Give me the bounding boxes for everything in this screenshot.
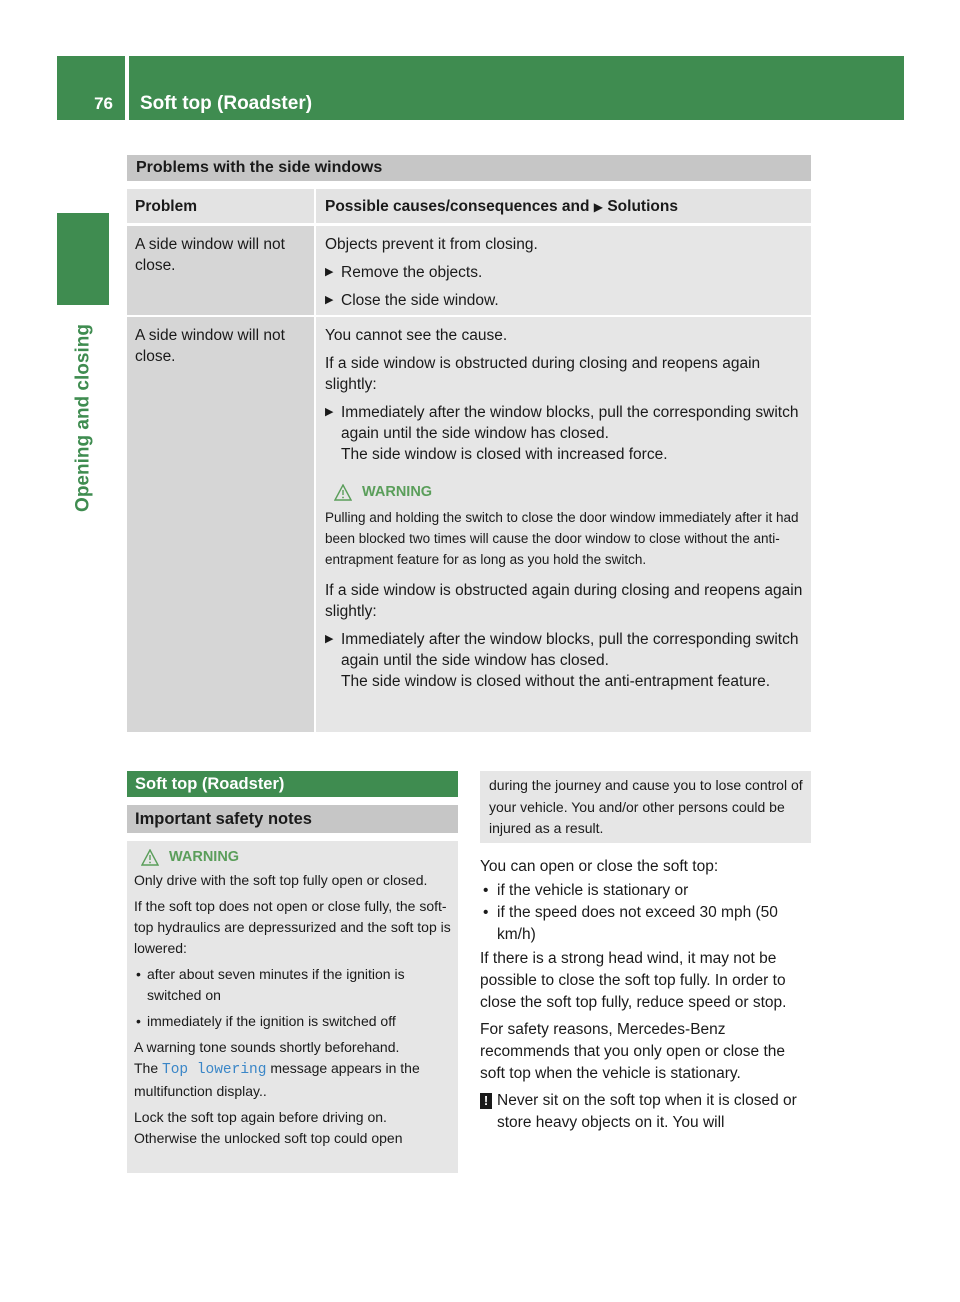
text-fragment: message appears in the multifunction display.. bbox=[134, 1060, 420, 1099]
problem-cell: A side window will not close. bbox=[127, 317, 314, 732]
list-item bbox=[134, 1011, 452, 1032]
body-paragraph: You can open or close the soft top: bbox=[480, 858, 719, 875]
column-header-text-solutions: Solutions bbox=[607, 198, 678, 215]
warning-text: Pulling and holding the switch to close the door window immediately after it had been blocked two times will cause the door window to close without the anti-entrapment feature for as long as you hold the switch. bbox=[325, 510, 799, 567]
table-row bbox=[127, 226, 811, 315]
warning-continuation-box bbox=[480, 771, 811, 843]
body-text-column bbox=[480, 856, 812, 1134]
table-row bbox=[127, 317, 811, 732]
list-item-text: if the speed does not exceed 30 mph (50 km/h) bbox=[497, 904, 778, 943]
list-item bbox=[134, 964, 452, 1006]
condition-text: If a side window is obstructed again during closing and reopens again slightly: bbox=[325, 582, 803, 620]
arrow-right-icon: ▶ bbox=[325, 266, 334, 278]
note-block bbox=[480, 1090, 812, 1134]
header-page-box bbox=[57, 56, 125, 120]
display-message: Top lowering bbox=[162, 1062, 267, 1078]
bullet-icon: • bbox=[136, 966, 141, 982]
warning-paragraph: Lock the soft top again before driving on. Otherwise the unlocked soft top could open bbox=[134, 1109, 403, 1146]
warning-paragraph: If the soft top does not open or close fully, the soft-top hydraulics are depressurized and the soft top is lowered: bbox=[134, 898, 451, 956]
chapter-marker bbox=[57, 213, 109, 305]
cause-text: Objects prevent it from closing. bbox=[325, 236, 538, 253]
header-title-bar bbox=[129, 56, 904, 120]
text-fragment: The bbox=[134, 1060, 159, 1076]
arrow-right-icon: ▶ bbox=[325, 406, 334, 418]
warning-continuation-text: during the journey and cause you to lose control of your vehicle. You and/or other persons could be injured as a result. bbox=[489, 777, 803, 836]
table-header-row bbox=[127, 189, 811, 223]
solution-step bbox=[325, 262, 803, 283]
note-text: Never sit on the soft top when it is closed or store heavy objects on it. You will bbox=[497, 1092, 797, 1131]
solution-step bbox=[325, 290, 803, 311]
safety-warning-box bbox=[127, 841, 458, 1173]
exclamation-icon: ! bbox=[480, 1093, 492, 1109]
section-subtitle: Important safety notes bbox=[127, 805, 458, 833]
table-title: Problems with the side windows bbox=[127, 155, 811, 181]
page-number: 76 bbox=[94, 94, 113, 113]
step-text: Close the side window. bbox=[341, 292, 499, 309]
bullet-icon: • bbox=[483, 882, 489, 899]
warning-heading bbox=[325, 482, 803, 503]
list-item-text: immediately if the ignition is switched off bbox=[147, 1013, 396, 1029]
step-text: Immediately after the window blocks, pull the corresponding switch again until the side window has closed. bbox=[341, 404, 799, 442]
warning-heading bbox=[134, 847, 452, 868]
warning-paragraph: A warning tone sounds shortly beforehand. bbox=[134, 1039, 400, 1055]
warning-title: WARNING bbox=[362, 484, 433, 500]
list-item-text: if the vehicle is stationary or bbox=[497, 882, 689, 899]
arrow-right-icon: ▶ bbox=[325, 294, 334, 306]
section-title: Soft top (Roadster) bbox=[127, 771, 458, 797]
body-paragraph: For safety reasons, Mercedes-Benz recommends that you only open or close the soft top when the vehicle is stationary. bbox=[480, 1021, 786, 1082]
cause-text: You cannot see the cause. bbox=[325, 327, 508, 344]
step-result-text: The side window is closed without the anti-entrapment feature. bbox=[341, 673, 771, 690]
warning-triangle-icon bbox=[334, 484, 352, 501]
arrow-right-icon: ▶ bbox=[593, 200, 604, 214]
body-paragraph: If there is a strong head wind, it may not be possible to close the soft top fully. In order to close the soft top fully, reduce speed or stop. bbox=[480, 950, 787, 1011]
bullet-icon: • bbox=[136, 1013, 141, 1029]
solution-step bbox=[325, 402, 803, 465]
warning-block bbox=[325, 472, 803, 580]
warning-paragraph: Only drive with the soft top fully open or closed. bbox=[134, 872, 428, 888]
list-item-text: after about seven minutes if the ignition is switched on bbox=[147, 966, 405, 1003]
warning-triangle-icon bbox=[141, 849, 159, 866]
warning-title: WARNING bbox=[169, 849, 240, 865]
step-text: Immediately after the window blocks, pull the corresponding switch again until the side window has closed. bbox=[341, 631, 799, 669]
page-title: Soft top (Roadster) bbox=[140, 93, 313, 114]
solution-cell bbox=[316, 226, 811, 315]
condition-text: If a side window is obstructed during closing and reopens again slightly: bbox=[325, 355, 761, 393]
column-header-text: Possible causes/consequences and bbox=[325, 198, 590, 215]
column-header-problem: Problem bbox=[127, 189, 314, 223]
arrow-right-icon: ▶ bbox=[325, 633, 334, 645]
step-result-text: The side window is closed with increased force. bbox=[341, 446, 668, 463]
chapter-label: Opening and closing bbox=[72, 324, 94, 512]
solution-cell bbox=[316, 317, 811, 732]
list-item bbox=[480, 902, 812, 946]
problem-cell: A side window will not close. bbox=[127, 226, 314, 315]
bullet-icon: • bbox=[483, 904, 489, 921]
column-header-solutions bbox=[316, 189, 811, 223]
warning-paragraph bbox=[134, 1058, 452, 1102]
list-item bbox=[480, 880, 812, 902]
step-text: Remove the objects. bbox=[341, 264, 483, 281]
solution-step bbox=[325, 629, 803, 692]
